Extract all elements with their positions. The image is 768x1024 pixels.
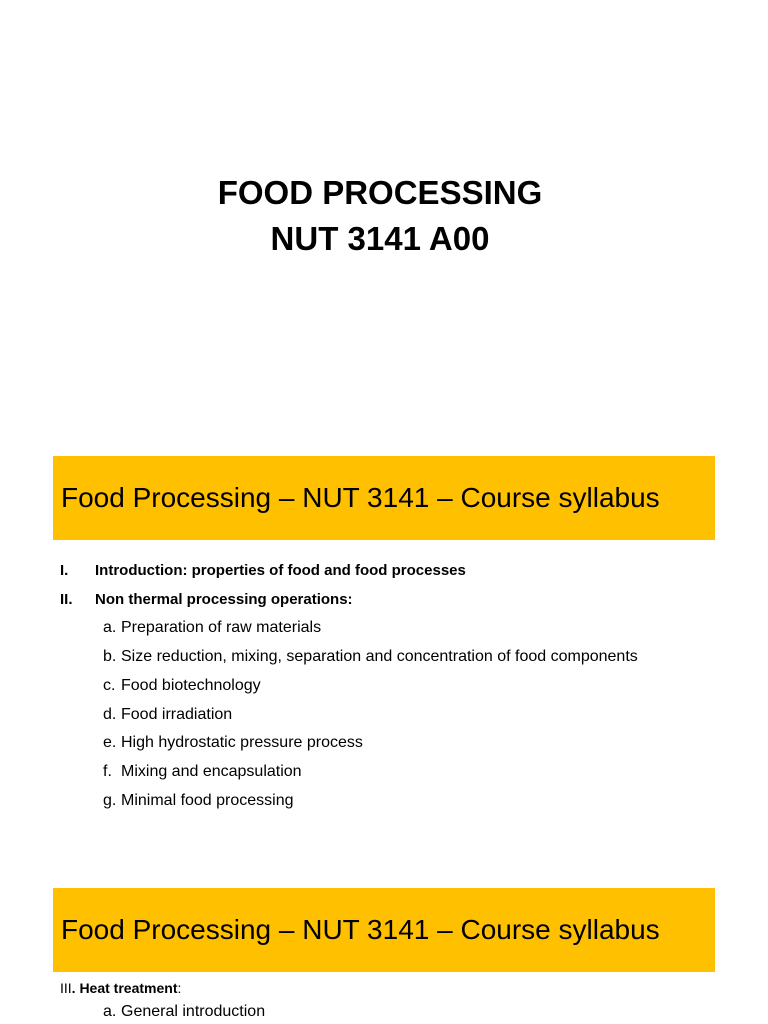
syllabus-subitem <box>103 792 294 810</box>
subitem-letter: a. <box>103 619 117 636</box>
syllabus-subitem <box>103 734 363 752</box>
syllabus-item <box>60 591 353 608</box>
banner-title: Food Processing – NUT 3141 – Course syllabus <box>61 914 660 945</box>
syllabus-subitem <box>103 677 261 695</box>
banner-title: Food Processing – NUT 3141 – Course syllabus <box>61 482 660 513</box>
syllabus-item <box>60 562 466 579</box>
subitem-text: Preparation of raw materials <box>121 619 322 636</box>
title-line-2: NUT 3141 A00 <box>270 220 490 257</box>
subitem-text: Size reduction, mixing, separation and concentration of food components <box>121 648 638 665</box>
item-number: II. <box>60 591 73 608</box>
syllabus-banner <box>53 888 715 972</box>
subitem-text: Food irradiation <box>121 706 233 723</box>
syllabus-subitem <box>103 763 302 781</box>
slide-title <box>0 170 760 262</box>
subitem-letter: e. <box>103 734 117 751</box>
subitem-letter: g. <box>103 792 117 809</box>
subitem-letter: d. <box>103 706 117 723</box>
syllabus-subitem <box>103 706 232 724</box>
item-text: Introduction: properties of food and food processes <box>95 562 466 579</box>
subitem-text: Minimal food processing <box>121 792 294 809</box>
subitem-text: High hydrostatic pressure process <box>121 734 363 751</box>
item-number: I. <box>60 562 69 579</box>
syllabus-subitem <box>103 1003 265 1021</box>
heading-number: III <box>60 980 72 996</box>
heading-suffix: : <box>177 980 182 996</box>
syllabus-subitem <box>103 619 321 637</box>
subitem-text: Mixing and encapsulation <box>121 763 302 780</box>
syllabus-subitem <box>103 648 638 666</box>
subitem-text: General introduction <box>121 1003 266 1020</box>
title-line-1: FOOD PROCESSING <box>217 174 543 211</box>
section-heading <box>60 980 181 996</box>
item-text: Non thermal processing operations: <box>95 591 353 608</box>
subitem-letter: c. <box>103 677 116 694</box>
heading-text: . Heat treatment <box>71 980 178 996</box>
subitem-letter: b. <box>103 648 117 665</box>
syllabus-banner <box>53 456 715 540</box>
subitem-letter: a. <box>103 1003 117 1020</box>
subitem-text: Food biotechnology <box>121 677 261 694</box>
subitem-letter: f. <box>103 763 112 780</box>
